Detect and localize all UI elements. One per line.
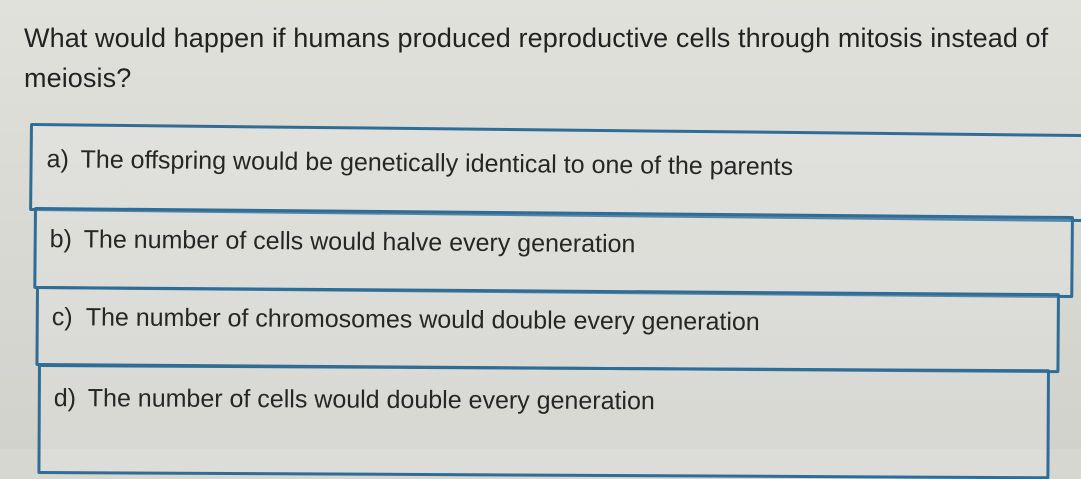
answer-option-a[interactable]: [29, 123, 1081, 222]
option-text-a: The offspring would be genetically identical to one of the parents: [80, 145, 794, 181]
answer-option-d[interactable]: [37, 364, 1050, 479]
answer-option-c-label: [52, 302, 760, 337]
answer-option-b-label: [50, 224, 636, 259]
answer-option-b[interactable]: [33, 207, 1074, 298]
option-text-c: The number of chromosomes would double every generation: [85, 303, 760, 337]
answer-option-a-label: [46, 144, 793, 182]
option-text-d: The number of cells would double every generation: [87, 384, 655, 416]
option-text-b: The number of cells would halve every generation: [83, 225, 636, 259]
option-letter-d: d): [53, 384, 77, 413]
question-text: What would happen if humans produced reproductive cells through mitosis instead of meiosis?: [24, 23, 1049, 93]
option-letter-a: a): [46, 145, 70, 174]
option-letter-c: c): [51, 303, 73, 332]
option-letter-b: b): [49, 225, 73, 254]
answer-option-c[interactable]: [35, 286, 1060, 373]
answer-option-d-label: [54, 383, 655, 416]
